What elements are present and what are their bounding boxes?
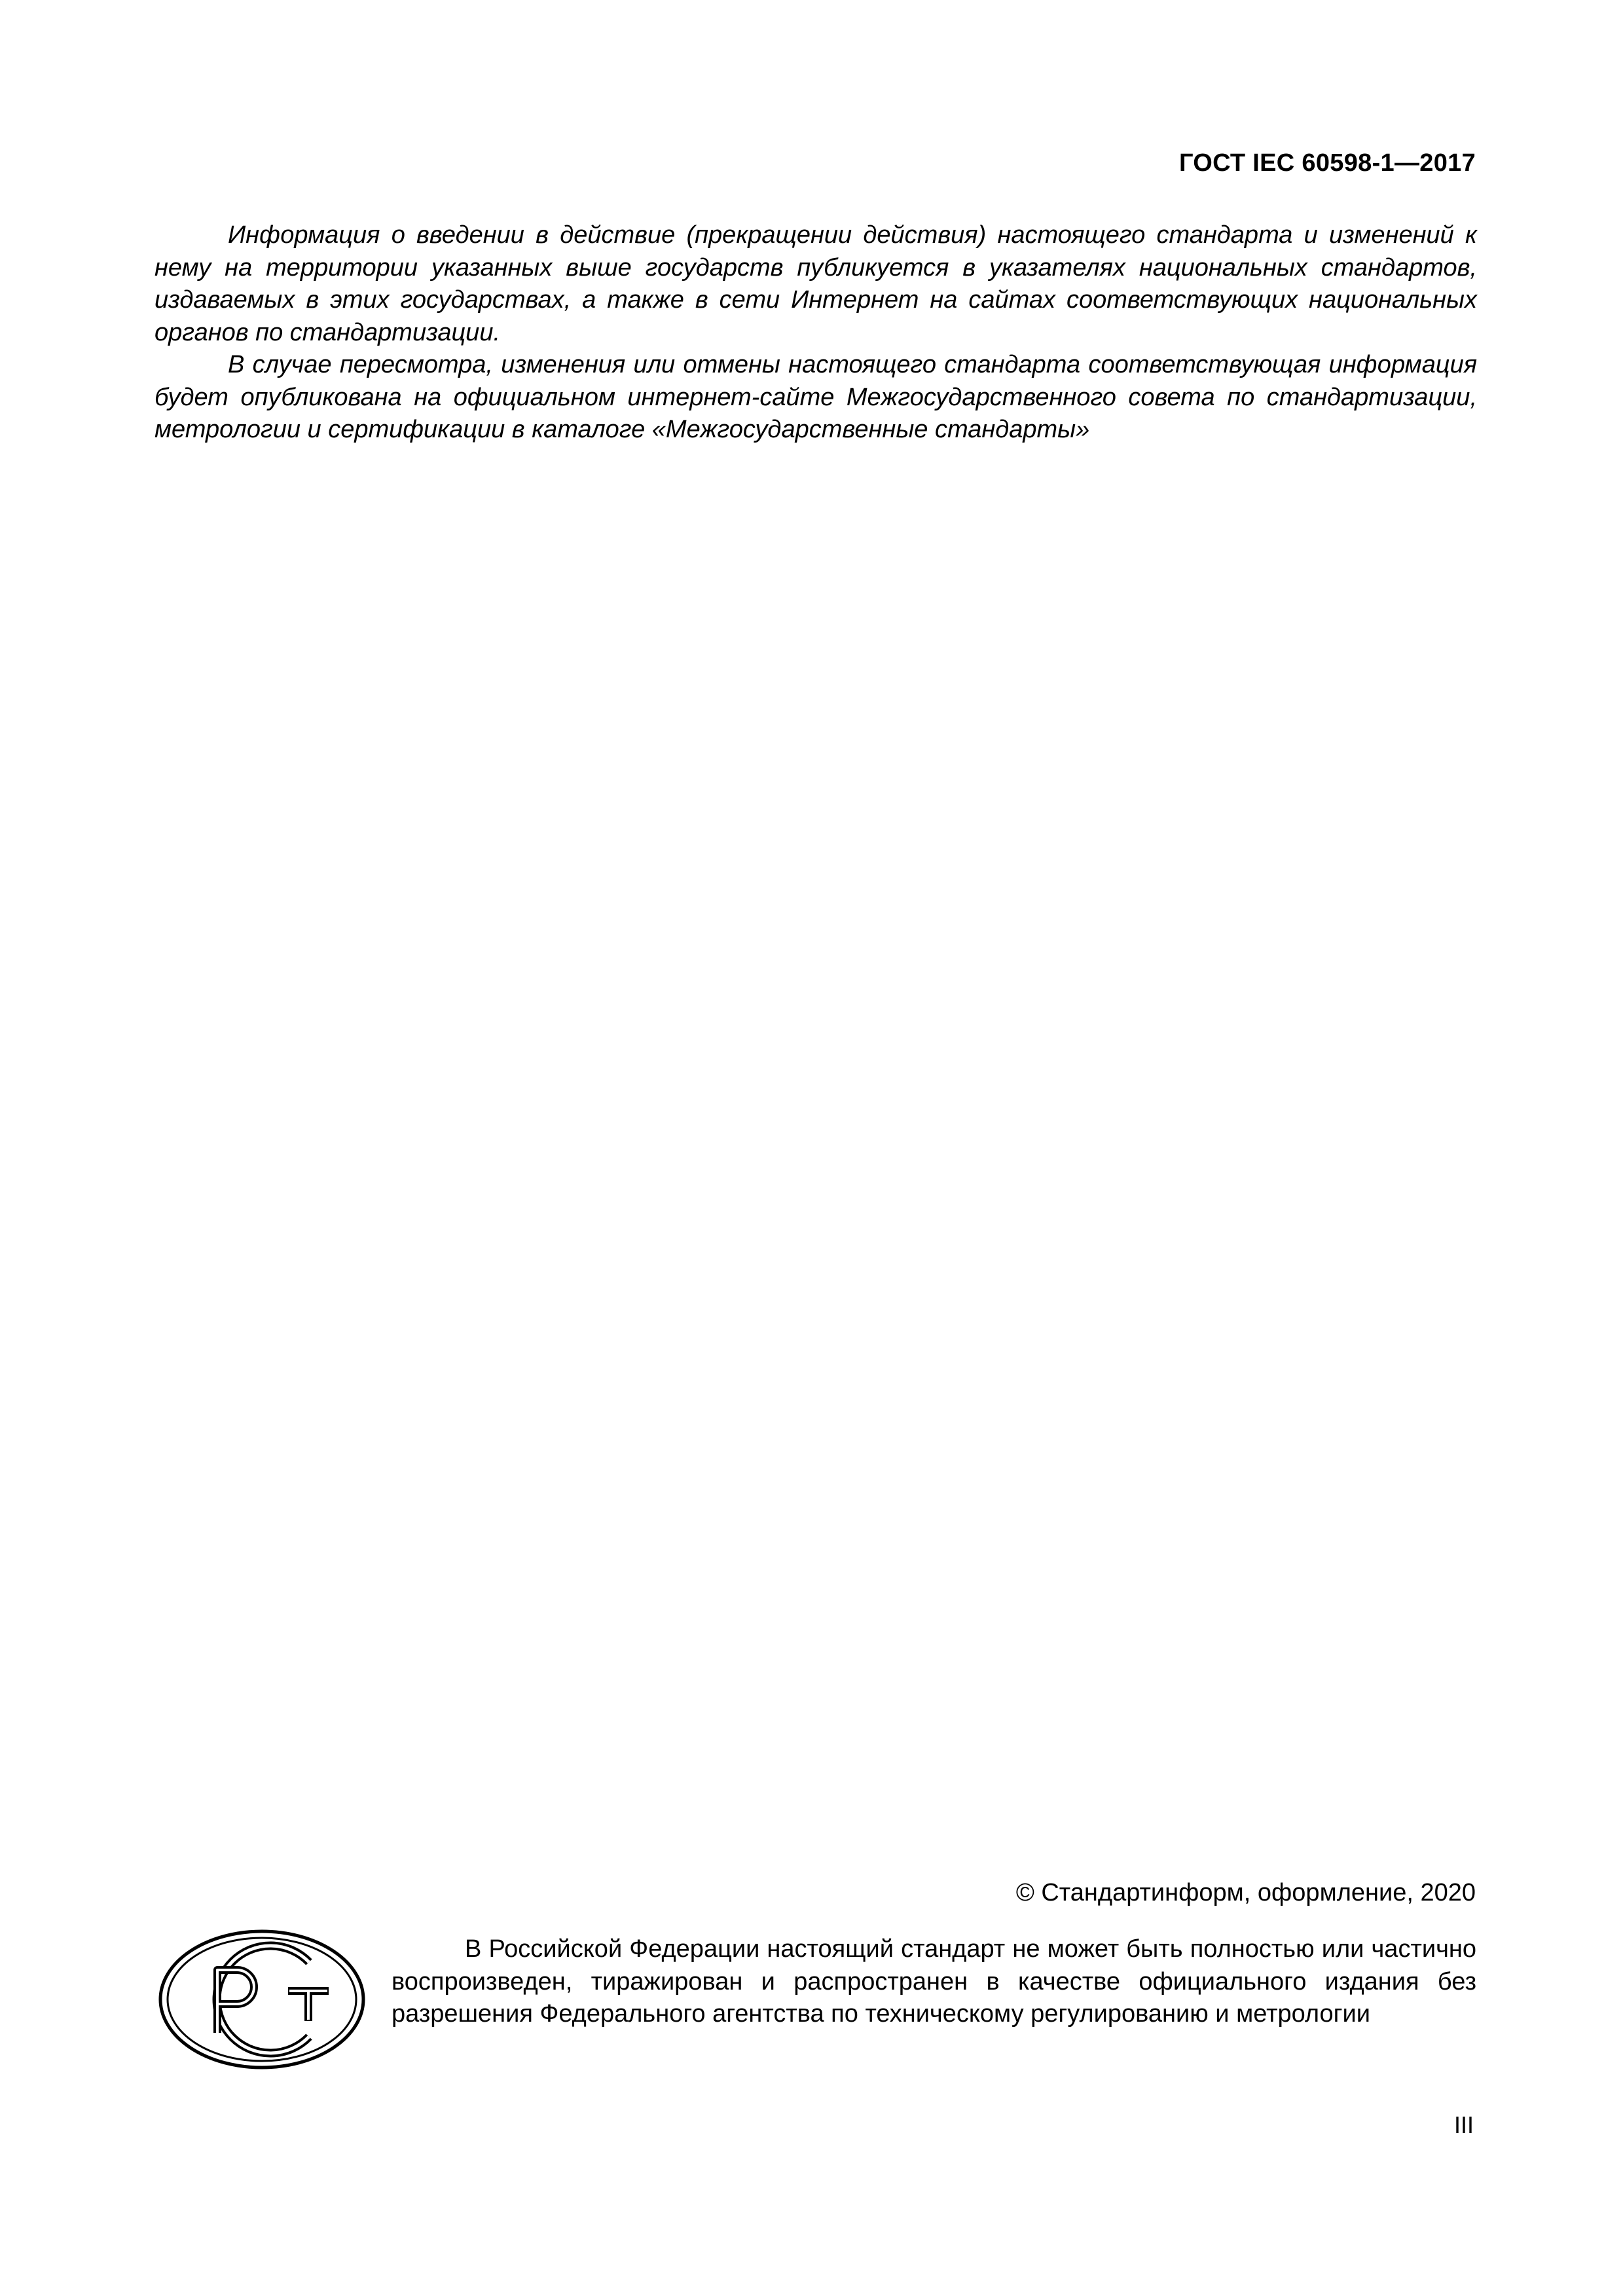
page-number: III [1453,2111,1474,2138]
copyright-line: © Стандартинформ, оформление, 2020 [1015,1879,1476,1906]
info-block [155,219,1477,446]
standard-code-header: ГОСТ IEC 60598-1—2017 [1178,149,1476,177]
rst-certification-mark-icon [157,1928,367,2071]
info-paragraph-revision: В случае пересмотра, изменения или отмены настоящего стандарта соответствующая информация будет опубликована на официальном интернет-сайте Межгосударственного совета по стандартизации, метрологии и сертификации в каталоге «Межгосударственные стандарты» [155,351,1477,443]
info-paragraph-publication: Информация о введении в действие (прекращении действия) настоящего стандарта и изменений к нему на территории указанных выше государств публикуется в указателях национальных стандартов, издаваемых в этих государствах, а также в сети Интернет на сайтах соответствующих национальных органов по стандартизации. [155,221,1477,346]
reproduction-notice: В Российской Федерации настоящий стандарт не может быть полностью или частично воспроизведен, тиражирован и распространен в качестве официального издания без разрешения Федерального агентства по техническому регулированию и метрологии [392,1935,1476,2028]
